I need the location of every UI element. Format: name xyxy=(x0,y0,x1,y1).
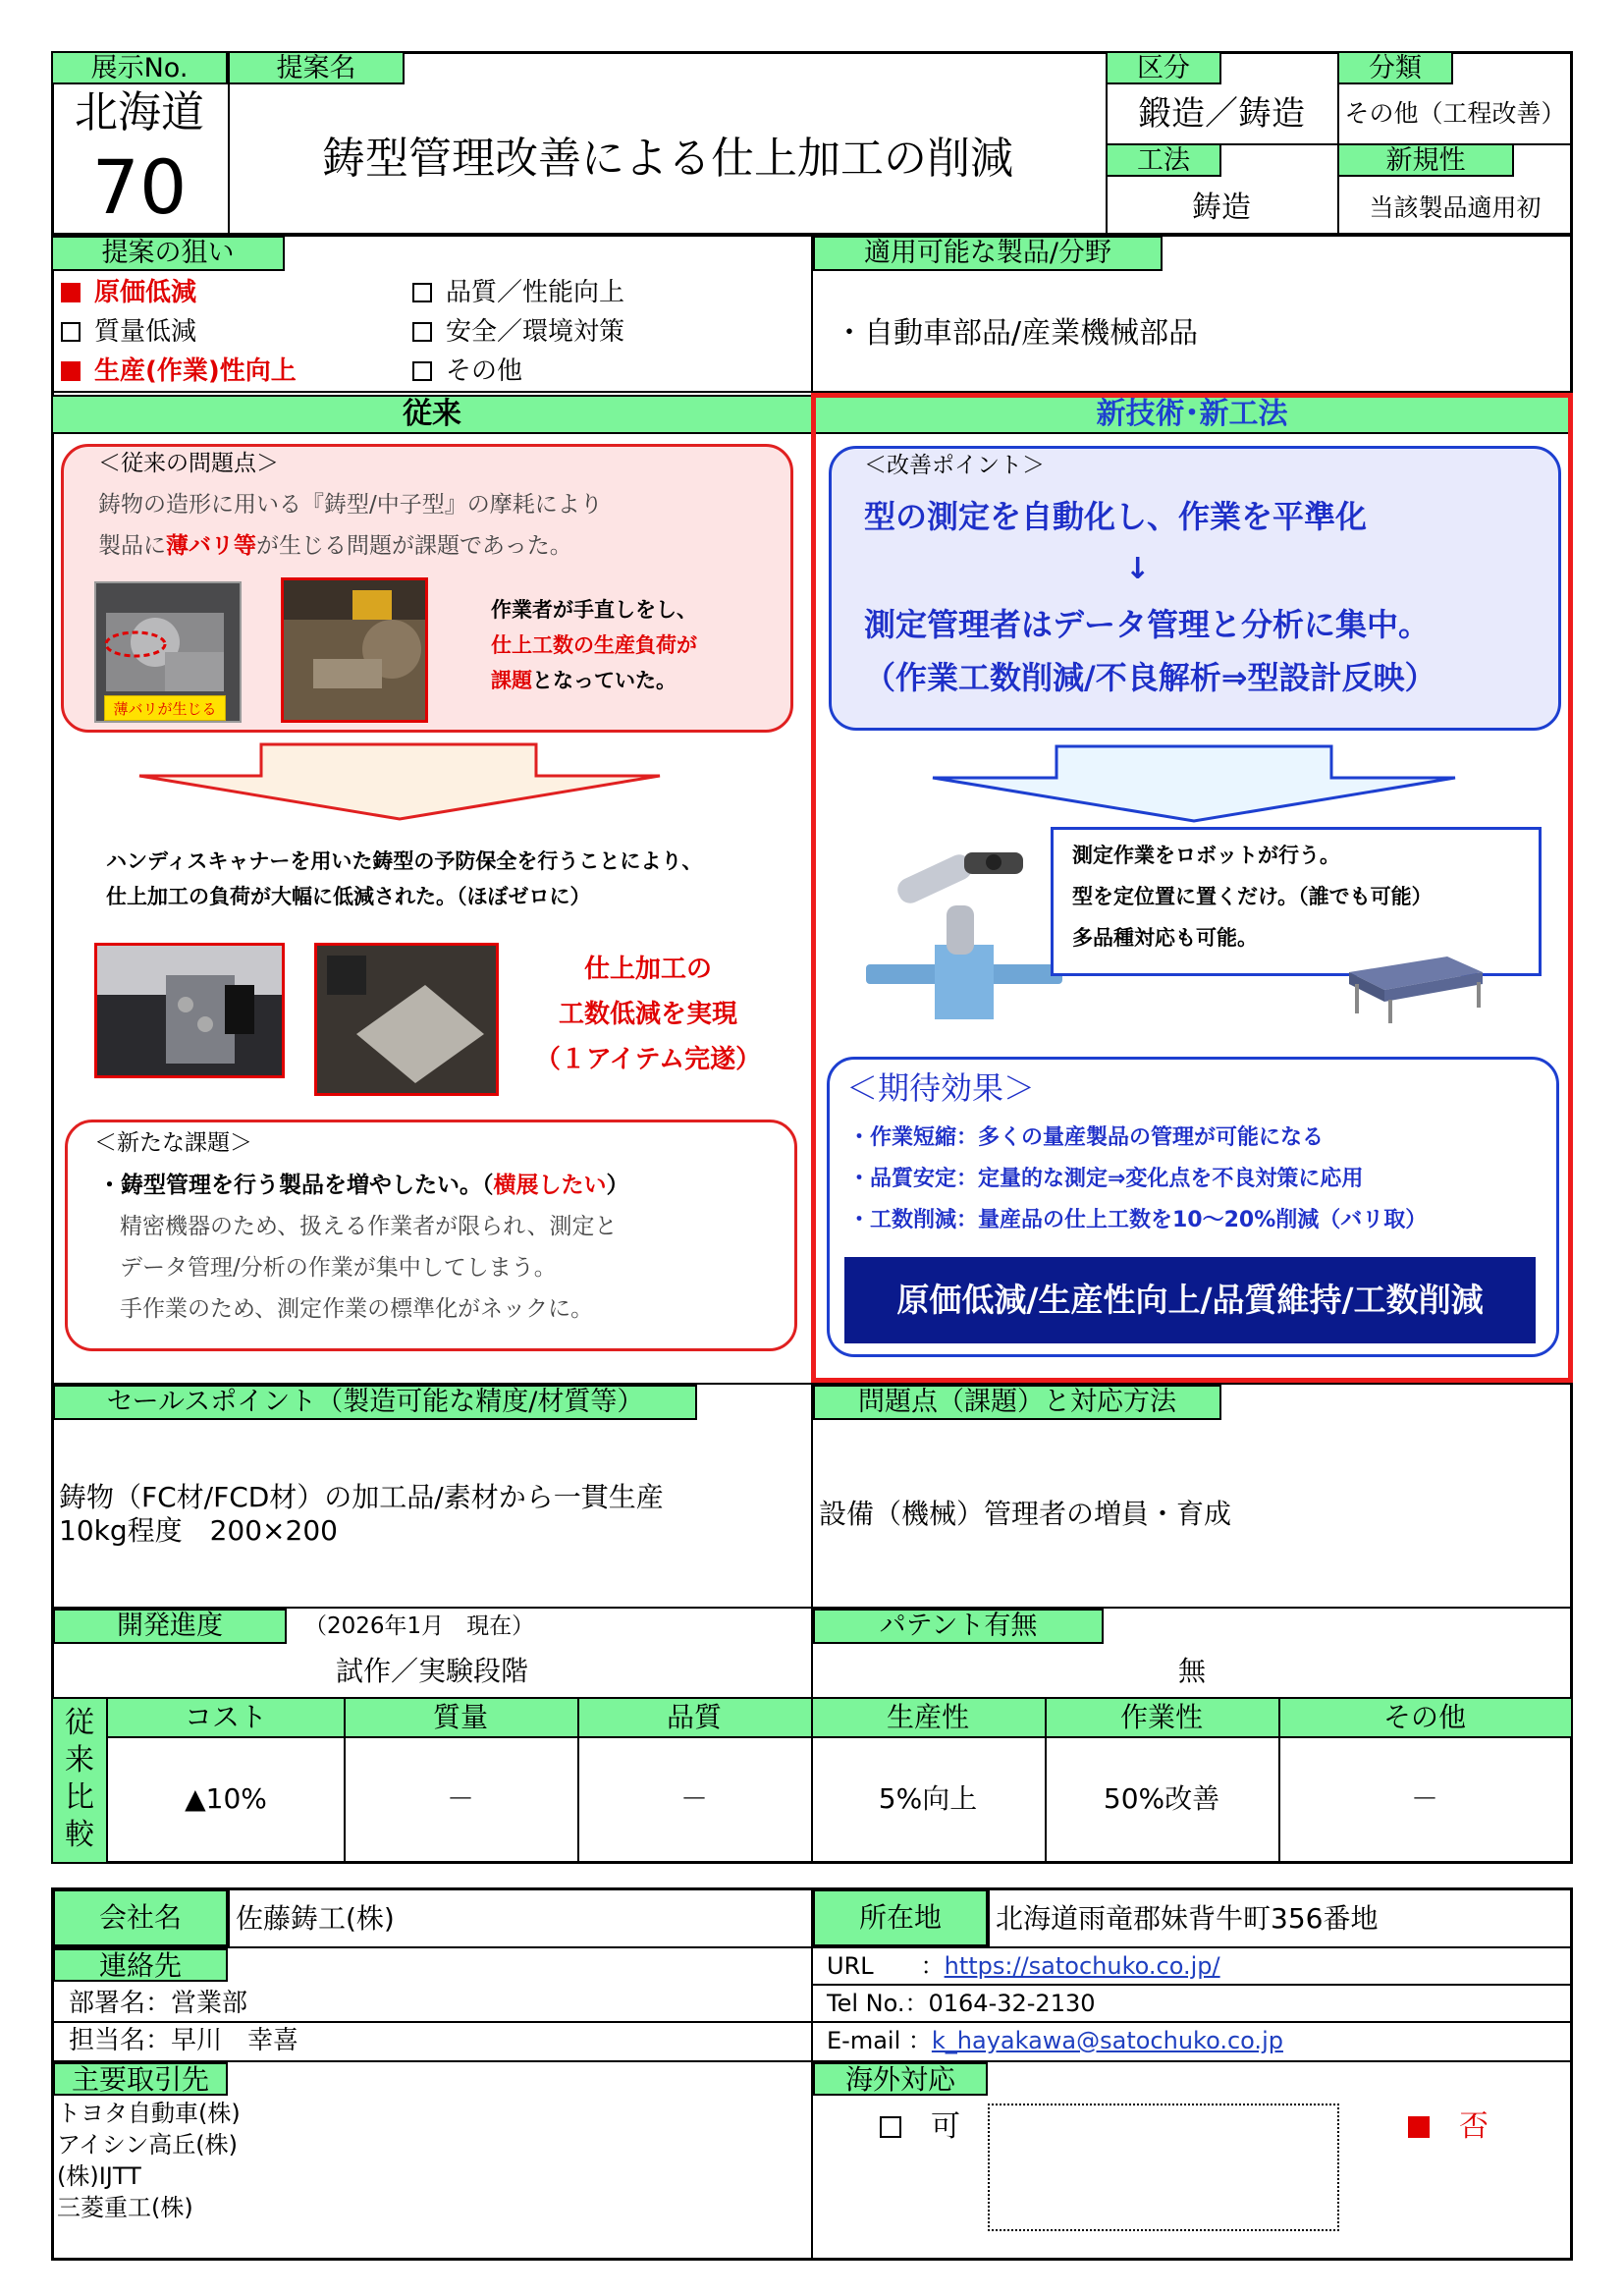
new-issue-line4: 手作業のため、測定作業の標準化がネックに。 xyxy=(120,1296,594,1322)
comparison-header-other: その他 xyxy=(1382,1701,1466,1733)
url-row: URL ：https://satochuko.co.jp/ xyxy=(827,1952,1220,1980)
classification-value: その他（工程改善） xyxy=(1344,99,1566,128)
new-issue-line2: 精密機器のため、扱える作業者が限られ、測定と xyxy=(120,1214,618,1239)
effect-title: ＜期待効果＞ xyxy=(846,1069,1036,1107)
checkbox-empty-icon xyxy=(412,283,432,302)
effect-line2: ・品質安定：定量的な測定⇒変化点を不良対策に応用 xyxy=(848,1167,1364,1191)
aim-item-safety: 安全／環境対策 xyxy=(412,314,624,350)
sales-point-label: セールスポイント（製造可能な精度/材質等） xyxy=(53,1385,697,1420)
worker-line1: 作業者が手直しをし、 xyxy=(491,598,697,622)
email-link[interactable]: k_hayakawa@satochuko.co.jp xyxy=(931,2027,1283,2054)
patent-label: パテント有無 xyxy=(813,1609,1104,1644)
comparison-value-quality: － xyxy=(679,1782,708,1815)
contact-label: 連絡先 xyxy=(53,1948,228,1982)
classification-label: 分類 xyxy=(1337,51,1453,84)
robot-line2: 型を定位置に置くだけ。（誰でも可能） xyxy=(1072,885,1433,908)
method-value: 鋳造 xyxy=(1192,191,1251,225)
category-label: 区分 xyxy=(1106,51,1221,84)
progress-label: 開発進度 xyxy=(53,1609,287,1644)
comparison-value-mass: － xyxy=(446,1782,474,1815)
scanner-line1: ハンディスキャナーを用いた鋳型の予防保全を行うことにより、 xyxy=(106,849,703,873)
progress-value: 試作／実験段階 xyxy=(335,1655,528,1687)
effect-line3: ・工数削減：量産品の仕上工数を10～20%削減（バリ取） xyxy=(848,1208,1428,1232)
point-line1: 型の測定を自動化し、作業を平準化 xyxy=(864,498,1368,535)
point-line2: 測定管理者はデータ管理と分析に集中。 xyxy=(864,606,1431,643)
issues-label: 問題点（課題）と対応方法 xyxy=(813,1385,1221,1420)
partner-item: 三菱重工(株) xyxy=(57,2194,193,2221)
scanner-line2: 仕上加工の負荷が大幅に低減された。（ほぼゼロに） xyxy=(106,885,591,908)
effect-line1: ・作業短縮：多くの量産製品の管理が可能になる xyxy=(848,1125,1325,1150)
proposal-name-label: 提案名 xyxy=(228,51,405,84)
aim-item-quality: 品質／性能向上 xyxy=(412,275,624,310)
problem-line2: 製品に薄バリ等が生じる問題が課題であった。 xyxy=(98,533,572,559)
comparison-header-cost: コスト xyxy=(184,1701,267,1733)
partner-item: (株)IJTT xyxy=(57,2162,141,2190)
result-line1: 仕上加工の xyxy=(583,955,712,984)
worker-line2: 仕上工数の生産負荷が xyxy=(491,633,697,657)
issues-text: 設備（機械）管理者の増員・育成 xyxy=(819,1498,1232,1530)
checkbox-empty-icon xyxy=(412,361,432,381)
sales-point-line1: 鋳物（FC材/FCD材）の加工品/素材から一貫生産 xyxy=(59,1481,664,1513)
comparison-value-workability: 50%改善 xyxy=(1103,1782,1220,1815)
point-arrow: ↓ xyxy=(1125,552,1151,586)
checkbox-empty-icon[interactable] xyxy=(880,2116,901,2138)
patent-value: 無 xyxy=(1177,1655,1206,1687)
comparison-header-productivity: 生産性 xyxy=(886,1701,969,1733)
down-arrow-icon xyxy=(124,742,676,821)
result-line3: （１アイテム完遂） xyxy=(534,1045,762,1074)
applicable-text: ・自動車部品/産業機械部品 xyxy=(835,316,1199,351)
aims-label: 提案の狙い xyxy=(51,236,285,271)
point-title: ＜改善ポイント＞ xyxy=(864,453,1045,478)
comparison-header-quality: 品質 xyxy=(666,1701,722,1733)
result-line2: 工数低減を実現 xyxy=(558,1000,737,1029)
measuring-table-icon xyxy=(1329,943,1487,1025)
scanner-photo xyxy=(94,943,285,1078)
person: 担当名：早川 幸喜 xyxy=(69,2026,299,2055)
overseas-no: 否 xyxy=(1408,2107,1489,2147)
checkbox-empty-icon xyxy=(61,322,81,342)
problem-line1: 鋳物の造形に用いる『鋳型/中子型』の摩耗により xyxy=(98,492,603,518)
location: 北海道雨竜郡妹背牛町356番地 xyxy=(996,1902,1379,1935)
worker-line3: 課題となっていた。 xyxy=(491,669,677,692)
robot-line1: 測定作業をロボットが行う。 xyxy=(1072,844,1340,867)
checkbox-checked-icon xyxy=(61,283,81,302)
effect-banner: 原価低減/生産性向上/品質維持/工数削減 xyxy=(844,1257,1536,1343)
novelty-value: 当該製品適用初 xyxy=(1369,193,1542,222)
category-value: 鍛造／鋳造 xyxy=(1138,94,1305,134)
burr-photo-caption: 薄バリが生じる xyxy=(104,695,226,721)
aim-item-cost: 原価低減 xyxy=(61,275,196,310)
new-issue-title: ＜新たな課題＞ xyxy=(94,1130,252,1156)
sales-point-line2: 10kg程度 200×200 xyxy=(59,1514,338,1547)
partner-item: トヨタ自動車(株) xyxy=(57,2100,241,2127)
exhibit-no-label: 展示No. xyxy=(51,51,228,84)
overseas-note-box xyxy=(988,2104,1339,2231)
robot-line3: 多品種対応も可能。 xyxy=(1072,926,1258,950)
robot-arm-icon xyxy=(856,847,1072,1019)
email-row: E-mail ：k_hayakawa@satochuko.co.jp xyxy=(827,2027,1283,2054)
company-name: 佐藤鋳工(株) xyxy=(236,1902,395,1935)
exhibit-region: 北海道 xyxy=(75,87,204,137)
exhibit-number: 70 xyxy=(91,143,188,231)
comparison-header-workability: 作業性 xyxy=(1119,1701,1203,1733)
applicable-label: 適用可能な製品/分野 xyxy=(813,236,1163,271)
aim-item-mass: 質量低減 xyxy=(61,314,196,350)
checkbox-checked-icon xyxy=(61,361,81,381)
worker-photo xyxy=(281,577,428,723)
aim-item-other: その他 xyxy=(412,354,522,389)
checkbox-empty-icon xyxy=(412,322,432,342)
down-arrow-icon xyxy=(919,744,1469,823)
overseas-label: 海外対応 xyxy=(813,2062,988,2096)
department: 部署名：営業部 xyxy=(69,1989,248,2018)
comparison-side-label: 従 来 比 較 xyxy=(53,1699,108,1862)
proposal-title: 鋳型管理改善による仕上加工の削減 xyxy=(322,134,1013,184)
tel: Tel No.：0164-32-2130 xyxy=(827,1990,1096,2017)
url-link[interactable]: https://satochuko.co.jp/ xyxy=(944,1952,1220,1980)
location-label: 所在地 xyxy=(813,1889,988,1946)
company-name-label: 会社名 xyxy=(53,1889,228,1946)
new-issue-line1: ・鋳型管理を行う製品を増やしたい。（横展したい） xyxy=(98,1173,629,1198)
partner-item: アイシン高丘(株) xyxy=(57,2131,238,2159)
comparison-value-cost: ▲10% xyxy=(185,1782,267,1815)
conventional-header: 従来 xyxy=(53,395,811,434)
comparison-header-mass: 質量 xyxy=(432,1701,488,1733)
checkbox-checked-icon[interactable] xyxy=(1408,2116,1430,2138)
aim-item-productivity: 生産(作業)性向上 xyxy=(61,354,297,389)
new-tech-header: 新技術･新工法 xyxy=(813,395,1571,434)
method-label: 工法 xyxy=(1106,143,1221,177)
point-line3: （作業工数削減/不良解析⇒型設計反映） xyxy=(864,659,1436,696)
overseas-yes: 可 xyxy=(880,2107,960,2147)
novelty-label: 新規性 xyxy=(1337,143,1514,177)
progress-date: （2026年1月 現在） xyxy=(304,1613,535,1639)
new-issue-line3: データ管理/分析の作業が集中してしまう。 xyxy=(120,1255,557,1281)
casting-photo xyxy=(314,943,499,1096)
problem-title: ＜従来の問題点＞ xyxy=(98,451,279,476)
partners-label: 主要取引先 xyxy=(53,2062,228,2096)
comparison-value-other: － xyxy=(1410,1782,1438,1815)
comparison-value-productivity: 5%向上 xyxy=(878,1782,978,1815)
